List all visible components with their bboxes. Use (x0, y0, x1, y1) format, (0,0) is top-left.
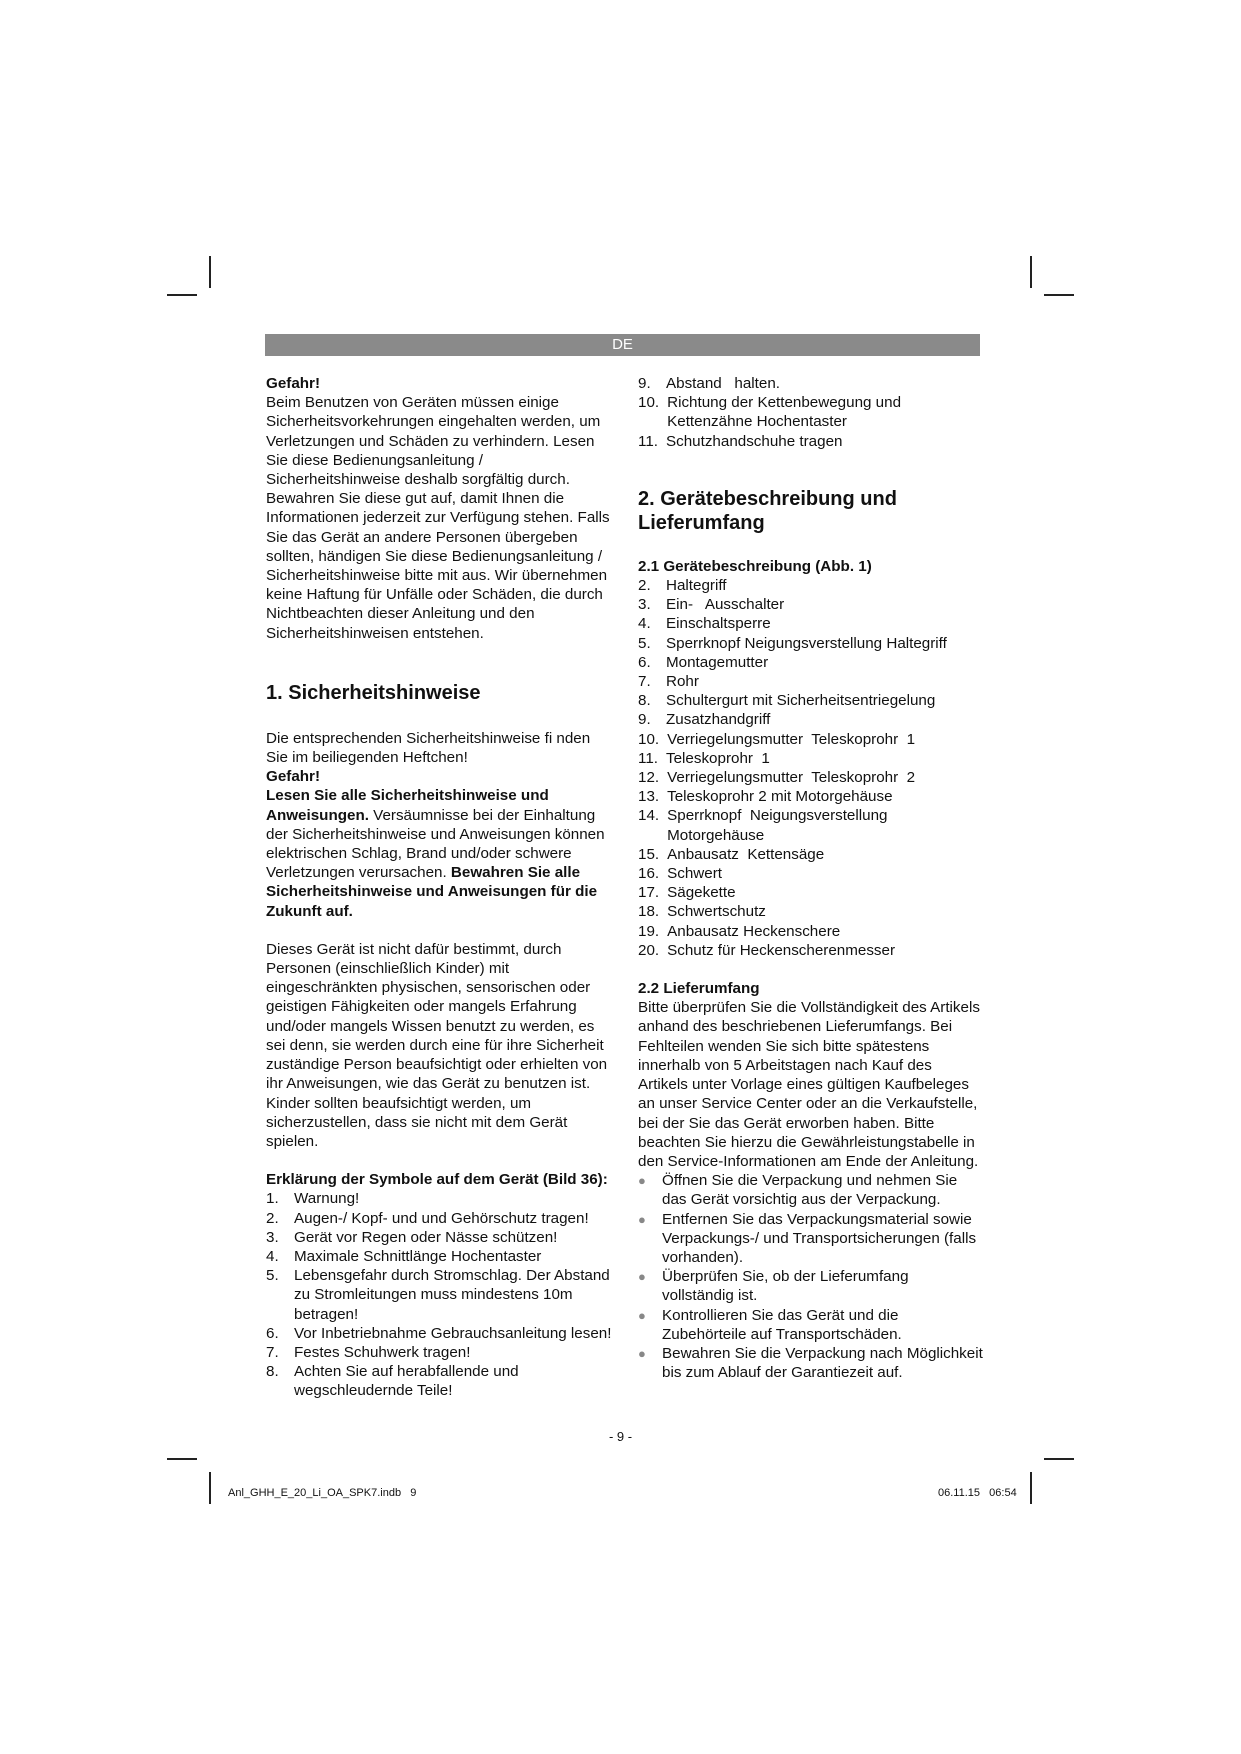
crop-mark (209, 256, 211, 288)
list-item: 7. Rohr (638, 673, 699, 691)
list-item: 17. Sägekette (638, 884, 736, 902)
list-item: 1. Warnung! (266, 1190, 360, 1208)
warning-text: Versäumnisse bei der Einhaltung der Sicherheitshinweise und Anweisungen können elektrischen Schlag, Brand und/oder schwere Verletzungen verursachen. (266, 806, 605, 882)
safety-intro-text: Die entsprechenden Sicherheitshinweise fi nden Sie im beiliegenden Heftchen! (266, 729, 591, 767)
symbols-title: Erklärung der Symbole auf dem Gerät (Bild 36): (266, 1171, 608, 1189)
crop-mark (167, 1458, 197, 1460)
list-item: 8. Schultergurt mit Sicherheitsentriegelung (638, 692, 936, 710)
list-item: 7. Festes Schuhwerk tragen! (266, 1343, 471, 1361)
crop-mark (1030, 1472, 1032, 1504)
delivery-checklist (638, 1171, 983, 1382)
bullet-icon: ● (638, 1173, 646, 1189)
list-item: 2. Augen-/ Kopf- und und Gehörschutz tragen! (266, 1209, 589, 1227)
section-1-title: 1. Sicherheitshinweise (266, 681, 481, 704)
list-item: 8. Achten Sie auf herabfallende und wegschleudernde Teile! (266, 1363, 519, 1400)
subsection-2-2-title: 2.2 Lieferumfang (638, 980, 760, 998)
list-item: 2. Haltegriff (638, 577, 727, 595)
list-item: 11. Teleskoprohr 1 (638, 749, 770, 767)
bullet-icon: ● (638, 1211, 646, 1227)
list-item: 19. Anbausatz Heckenschere (638, 922, 841, 940)
page-number: - 9 - (608, 1429, 633, 1444)
bullet-icon: ● (638, 1345, 646, 1361)
file-name: Anl_GHH_E_20_Li_OA_SPK7.indb 9 (228, 1487, 417, 1499)
print-datetime: 06.11.15 06:54 (938, 1487, 1017, 1499)
crop-mark (1044, 1458, 1074, 1460)
safety-warning-paragraph (266, 786, 616, 920)
bullet-icon: ● (638, 1307, 646, 1323)
list-item: 6. Montagemutter (638, 653, 769, 671)
subsection-2-1-title: 2.1 Gerätebeschreibung (Abb. 1) (638, 557, 872, 575)
list-item: ● Öffnen Sie die Verpackung und nehmen Sie das Gerät vorsichtig aus der Verpackung. (638, 1172, 958, 1209)
list-item: 10. Richtung der Kettenbewegung und Kettenzähne Hochentaster (638, 394, 902, 431)
list-item: 15. Anbausatz Kettensäge (638, 845, 825, 863)
list-item: 11. Schutzhandschuhe tragen (638, 432, 843, 450)
list-item: 6. Vor Inbetriebnahme Gebrauchsanleitung lesen! (266, 1324, 612, 1342)
list-item: ● Überprüfen Sie, ob der Lieferumfang vollständig ist. (638, 1268, 909, 1305)
warning-bold-keep: Bewahren Sie alle Sicherheitshinweise und Anweisungen für die Zukunft auf. (266, 864, 598, 920)
bullet-icon: ● (638, 1269, 646, 1285)
list-item: 4. Maximale Schnittlänge Hochentaster (266, 1247, 542, 1265)
left-column (266, 374, 616, 1401)
list-item: ● Kontrollieren Sie das Gerät und die Zubehörteile auf Transportschäden. (638, 1306, 902, 1343)
parts-list (638, 576, 983, 960)
list-item: 13. Teleskoprohr 2 mit Motorgehäuse (638, 788, 893, 806)
list-item: 10. Verriegelungsmutter Teleskoprohr 1 (638, 730, 916, 748)
list-item: ● Entfernen Sie das Verpackungsmaterial sowie Verpackungs-/ und Transportsicherungen (falls vorhanden). (638, 1210, 977, 1266)
symbols-list (266, 1189, 616, 1400)
crop-mark (1030, 256, 1032, 288)
list-item: 9. Abstand halten. (638, 375, 780, 392)
list-item: ● Bewahren Sie die Verpackung nach Möglichkeit bis zum Ablauf der Garantiezeit auf. (638, 1344, 983, 1382)
crop-mark (1044, 294, 1074, 296)
danger-text: Beim Benutzen von Geräten müssen einige Sicherheitsvorkehrungen eingehalten werden, um Verletzungen und Schäden zu verhindern. Lesen Sie diese Bedienungsanleitung / Sicherheitshinweise deshalb sorgfältig durch. Bewahren Sie diese gut auf, damit Ihnen die Informationen jederzeit zur Verfügung stehen. Falls Sie das Gerät an andere Personen übergeben sollten, händigen Sie diese Bedienungsanleitung / Sicherheitshinweise bitte mit aus. Wir übernehmen keine Haftung für Unfälle oder Schäden, die durch Nichtbeachten dieser Anleitung und den Sicherheitshinweisen entstehen. (266, 394, 610, 642)
list-item: 16. Schwert (638, 865, 722, 883)
language-header-bar (265, 334, 980, 356)
children-notice: Dieses Gerät ist nicht dafür bestimmt, durch Personen (einschließlich Kinder) mit eingeschränkten physischen, sensorischen oder geistigen Fähigkeiten oder mangels Erfahrung und/oder mangels Wissen benutzt zu werden, es sei denn, sie werden durch eine für ihre Sicherheit zuständige Person beaufsichtigt oder erhielten von ihr Anweisungen, wie das Gerät zu benutzen ist. Kinder sollten beaufsichtigt werden, um sicherzustellen, dass sie nicht mit dem Gerät spielen. (266, 940, 608, 1150)
list-item: 3. Gerät vor Regen oder Nässe schützen! (266, 1228, 558, 1246)
symbols-list-continued (638, 374, 983, 451)
right-column (638, 374, 983, 1382)
list-item: 5. Sperrknopf Neigungsverstellung Haltegriff (638, 634, 947, 652)
crop-mark (209, 1472, 211, 1504)
crop-mark (167, 294, 197, 296)
list-item: 18. Schwertschutz (638, 903, 766, 921)
list-item: 3. Ein- Ausschalter (638, 596, 785, 614)
list-item: 14. Sperrknopf Neigungsverstellung Motorgehäuse (638, 807, 892, 844)
warning-bold-lead: Lesen Sie alle Sicherheitshinweise und Anweisungen. (266, 787, 549, 824)
language-label: DE (612, 336, 633, 353)
list-item: 9. Zusatzhandgriff (638, 711, 771, 729)
list-item: 20. Schutz für Heckenscherenmesser (638, 941, 896, 959)
section-2-title: 2. Gerätebeschreibung und Lieferumfang (638, 487, 897, 534)
list-item: 4. Einschaltsperre (638, 615, 771, 633)
danger-title: Gefahr! (266, 375, 321, 392)
danger-title: Gefahr! (266, 768, 321, 786)
list-item: 5. Lebensgefahr durch Stromschlag. Der Abstand zu Stromleitungen muss mindestens 10m betragen! (266, 1267, 610, 1323)
delivery-text: Bitte überprüfen Sie die Vollständigkeit des Artikels anhand des beschriebenen Lieferumfangs. Bei Fehlteilen wenden Sie sich bitte spätestens innerhalb von 5 Arbeitstagen nach Kauf des Artikels unter Vorlage eines gültigen Kaufbeleges an unser Service Center oder an die Verkaufstelle, bei der Sie das Gerät erworben haben. Bitte beachten Sie hierzu die Gewährleistungstabelle in den Service-Informationen am Ende der Anleitung. (638, 999, 980, 1170)
list-item: 12. Verriegelungsmutter Teleskoprohr 2 (638, 769, 916, 787)
